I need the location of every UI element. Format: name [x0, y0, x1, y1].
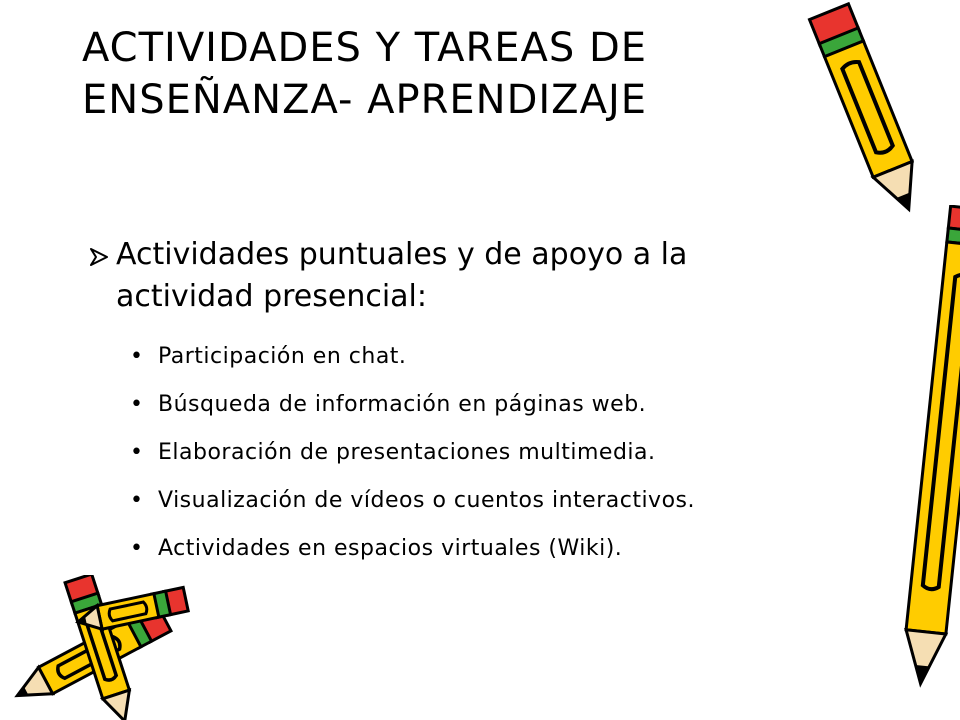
bullet-dot-icon: •	[130, 344, 143, 369]
crossed-pencils-icon	[0, 575, 200, 720]
main-bullet-text	[116, 234, 687, 318]
slide-title	[82, 22, 802, 126]
bullet-dot-icon: •	[130, 440, 143, 465]
slide-title-line-1: ACTIVIDADES Y TAREAS DE	[82, 25, 648, 71]
main-bullet-line-2: actividad presencial:	[116, 279, 428, 314]
sub-bullet-text: Participación en chat.	[158, 344, 407, 369]
sub-bullet-text: Búsqueda de información en páginas web.	[158, 392, 647, 417]
sub-bullet-item	[130, 529, 870, 577]
sub-bullet-text: Elaboración de presentaciones multimedia.	[158, 440, 656, 465]
bullet-dot-icon: •	[130, 536, 143, 561]
main-bullet-line-1: Actividades puntuales y de apoyo a la	[116, 237, 688, 272]
pencil-right-edge-icon	[895, 205, 960, 695]
sub-bullet-item	[130, 385, 870, 433]
main-bullet-point	[88, 234, 868, 318]
bullet-dot-icon: •	[130, 488, 143, 513]
sub-bullet-text: Actividades en espacios virtuales (Wiki).	[158, 536, 623, 561]
bullet-dot-icon: •	[130, 392, 143, 417]
sub-bullet-item	[130, 481, 870, 529]
slide-title-line-2: ENSEÑANZA- APRENDIZAJE	[82, 77, 648, 123]
sub-bullet-item	[130, 337, 870, 385]
sub-bullet-list	[130, 337, 870, 577]
pencil-top-right-icon	[800, 0, 950, 230]
sub-bullet-text: Visualización de vídeos o cuentos interactivos.	[158, 488, 695, 513]
sub-bullet-item	[130, 433, 870, 481]
arrow-bullet-icon	[88, 246, 116, 272]
